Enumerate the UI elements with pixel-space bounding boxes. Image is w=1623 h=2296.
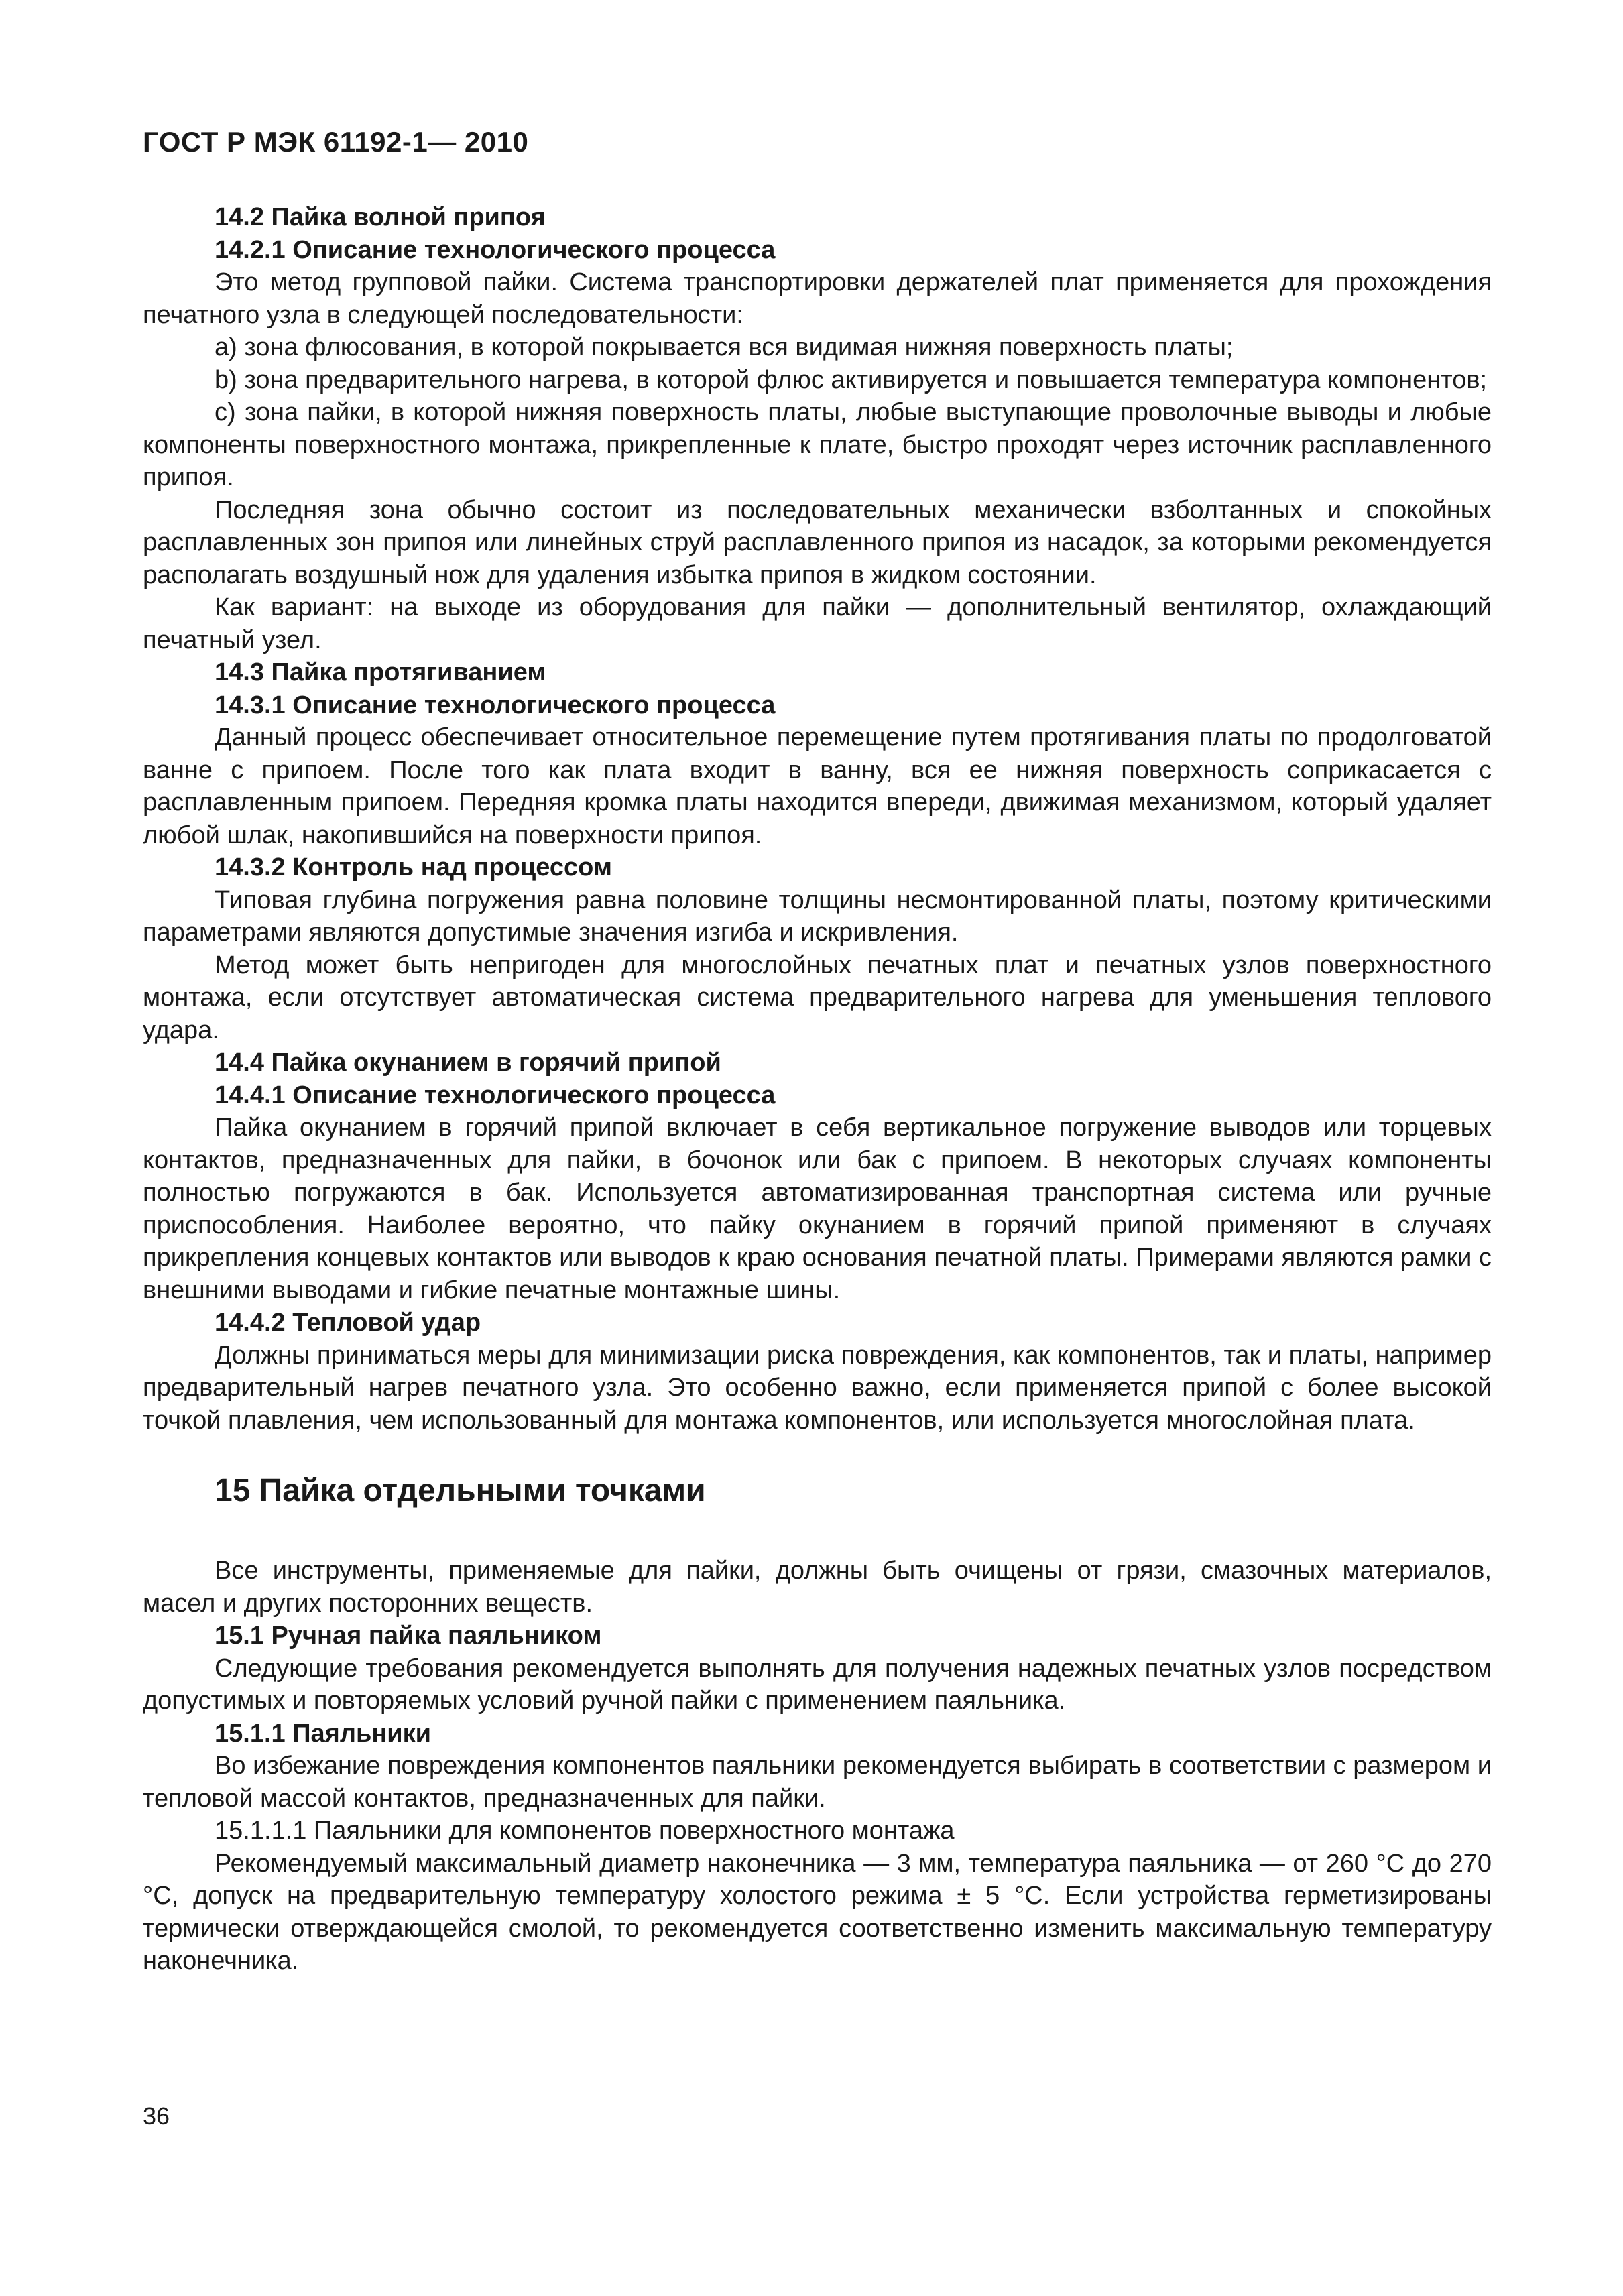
section-heading: 15.1 Ручная пайка паяльником: [215, 1622, 602, 1650]
list-item: b) зона предварительного нагрева, в которой флюс активируется и повышается температура компонентов;: [215, 365, 1488, 394]
subsection-heading: 14.3.1 Описание технологического процесса: [215, 690, 776, 719]
subsection-heading: 15.1.1 Паяльники: [215, 1719, 432, 1748]
subsection-heading: 14.2.1 Описание технологического процесса: [215, 235, 776, 264]
document-body: [143, 201, 1492, 1978]
body-paragraph: Рекомендуемый максимальный диаметр наконечника — 3 мм, температура паяльника — от 260 °С до 270 °С, допуск на предварительную температуру холостого режима ± 5 °С. Если устройства герметизированы термически отверждающейся смолой, то рекомендуется соответственно изменить максимальную температуру наконечника.: [143, 1849, 1492, 1975]
section-heading: 14.4 Пайка окунанием в горячий припой: [215, 1048, 721, 1077]
section-heading: 14.3 Пайка протягиванием: [215, 658, 546, 686]
clause-title: 15.1.1.1 Паяльники для компонентов поверхностного монтажа: [215, 1817, 955, 1845]
body-paragraph: Метод может быть непригоден для многослойных печатных плат и печатных узлов поверхностного монтажа, если отсутствует автоматическая система предварительного нагрева для уменьшения теплового удара.: [143, 951, 1492, 1044]
document-header: ГОСТ Р МЭК 61192-1— 2010: [143, 126, 529, 158]
subsection-heading: 14.4.2 Тепловой удар: [215, 1309, 481, 1337]
page-number: 36: [143, 2102, 170, 2130]
list-item: c) зона пайки, в которой нижняя поверхность платы, любые выступающие проволочные выводы и любые компоненты поверхностного монтажа, прикрепленные к плате, быстро проходят через источник расплавленного припоя.: [143, 398, 1492, 491]
body-paragraph: Как вариант: на выходе из оборудования для пайки — дополнительный вентилятор, охлаждающий печатный узел.: [143, 593, 1492, 654]
section-heading: 14.2 Пайка волной припоя: [215, 203, 546, 231]
body-paragraph: Пайка окунанием в горячий припой включает в себя вертикальное погружение выводов или торцевых контактов, предназначенных для пайки, в бочонок или бак с припоем. В некоторых случаях компоненты полностью погружаются в бак. Используется автоматизированная транспортная система или ручные приспособления. Наиболее вероятно, что пайку окунанием в горячий припой применяют в случаях прикрепления концевых контактов или выводов к краю основания печатной платы. Примерами являются рамки с внешними выводами и гибкие печатные монтажные шины.: [143, 1113, 1492, 1305]
subsection-heading: 14.4.1 Описание технологического процесса: [215, 1081, 776, 1109]
chapter-heading: 15 Пайка отдельными точками: [215, 1473, 706, 1508]
body-paragraph: Следующие требования рекомендуется выполнять для получения надежных печатных узлов посредством допустимых и повторяемых условий ручной пайки с применением паяльника.: [143, 1654, 1492, 1715]
body-paragraph: Типовая глубина погружения равна половине толщины несмонтированной платы, поэтому критическими параметрами являются допустимые значения изгиба и искривления.: [143, 886, 1492, 947]
list-item: a) зона флюсования, в которой покрывается вся видимая нижняя поверхность платы;: [215, 333, 1234, 361]
body-paragraph: Должны приниматься меры для минимизации риска повреждения, как компонентов, так и платы, например предварительный нагрев печатного узла. Это особенно важно, если применяется припой с более высокой точкой плавления, чем использованный для монтажа компонентов, или используется многослойная плата.: [143, 1341, 1492, 1435]
body-paragraph: Во избежание повреждения компонентов паяльники рекомендуется выбирать в соответствии с размером и тепловой массой контактов, предназначенных для пайки.: [143, 1752, 1492, 1813]
body-paragraph: Последняя зона обычно состоит из последовательных механически взболтанных и спокойных расплавленных зон припоя или линейных струй расплавленного припоя из насадок, за которыми рекомендуется располагать воздушный нож для удаления избытка припоя в жидком состоянии.: [143, 495, 1492, 589]
body-paragraph: Все инструменты, применяемые для пайки, должны быть очищены от грязи, смазочных материалов, масел и других посторонних веществ.: [143, 1557, 1492, 1618]
body-paragraph: Это метод групповой пайки. Система транспортировки держателей плат применяется для прохождения печатного узла в следующей последовательности:: [143, 268, 1492, 329]
subsection-heading: 14.3.2 Контроль над процессом: [215, 853, 612, 882]
body-paragraph: Данный процесс обеспечивает относительное перемещение путем протягивания платы по продолговатой ванне с припоем. После того как плата входит в ванну, вся ее нижняя поверхность соприкасается с расплавленным припоем. Передняя кромка платы находится впереди, движимая механизмом, который удаляет любой шлак, накопившийся на поверхности припоя.: [143, 723, 1492, 849]
